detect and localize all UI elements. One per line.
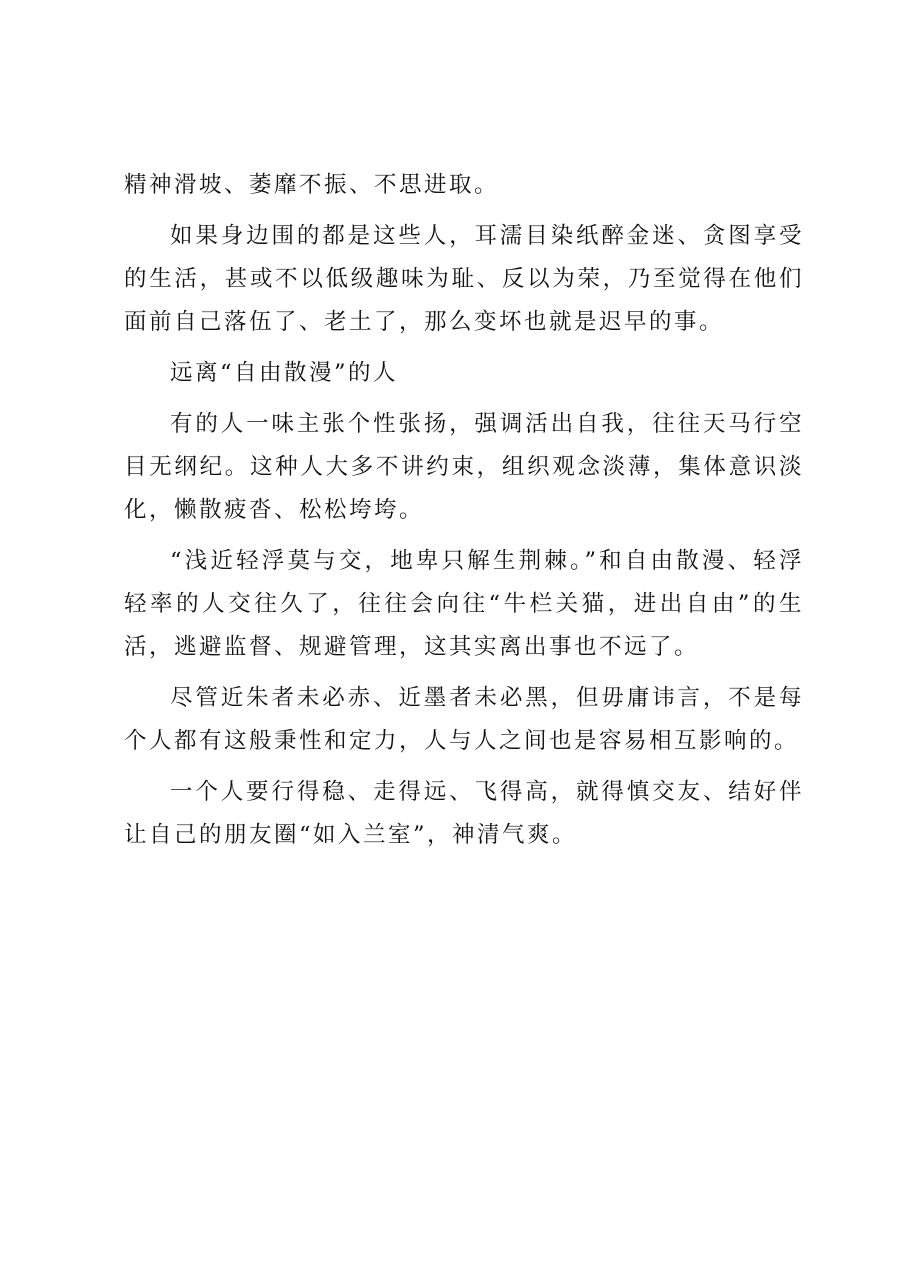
paragraph-quote: “浅近轻浮莫与交，地卑只解生荆棘。”和自由散漫、轻浮轻率的人交往久了，往往会向往“牛栏关猫，进出自由”的生活，逃避监督、规避管理，这其实离出事也不远了。 — [124, 548, 804, 660]
paragraph-continuation: 精神滑坡、萎靡不振、不思进取。 — [124, 172, 500, 198]
paragraph-conclusion: 一个人要行得稳、走得远、飞得高，就得慎交友、结好伴让自己的朋友圈“如入兰室”，神清气爽。 — [124, 779, 804, 848]
paragraph-influence: 尽管近朱者未必赤、近墨者未必黑，但毋庸讳言，不是每个人都有这般秉性和定力，人与人之间也是容易相互影响的。 — [124, 685, 804, 754]
document-body — [124, 164, 804, 865]
section-heading: 远离“自由散漫”的人 — [170, 360, 399, 386]
paragraph-individuality: 有的人一味主张个性张扬，强调活出自我，往往天马行空目无纲纪。这种人大多不讲约束，组织观念淡薄，集体意识淡化，懒散疲沓、松松垮垮。 — [124, 411, 804, 523]
paragraph-surroundings: 如果身边围的都是这些人，耳濡目染纸醉金迷、贪图享受的生活，甚或不以低级趣味为耻、反以为荣，乃至觉得在他们面前自己落伍了、老土了，那么变坏也就是迟早的事。 — [124, 223, 804, 335]
